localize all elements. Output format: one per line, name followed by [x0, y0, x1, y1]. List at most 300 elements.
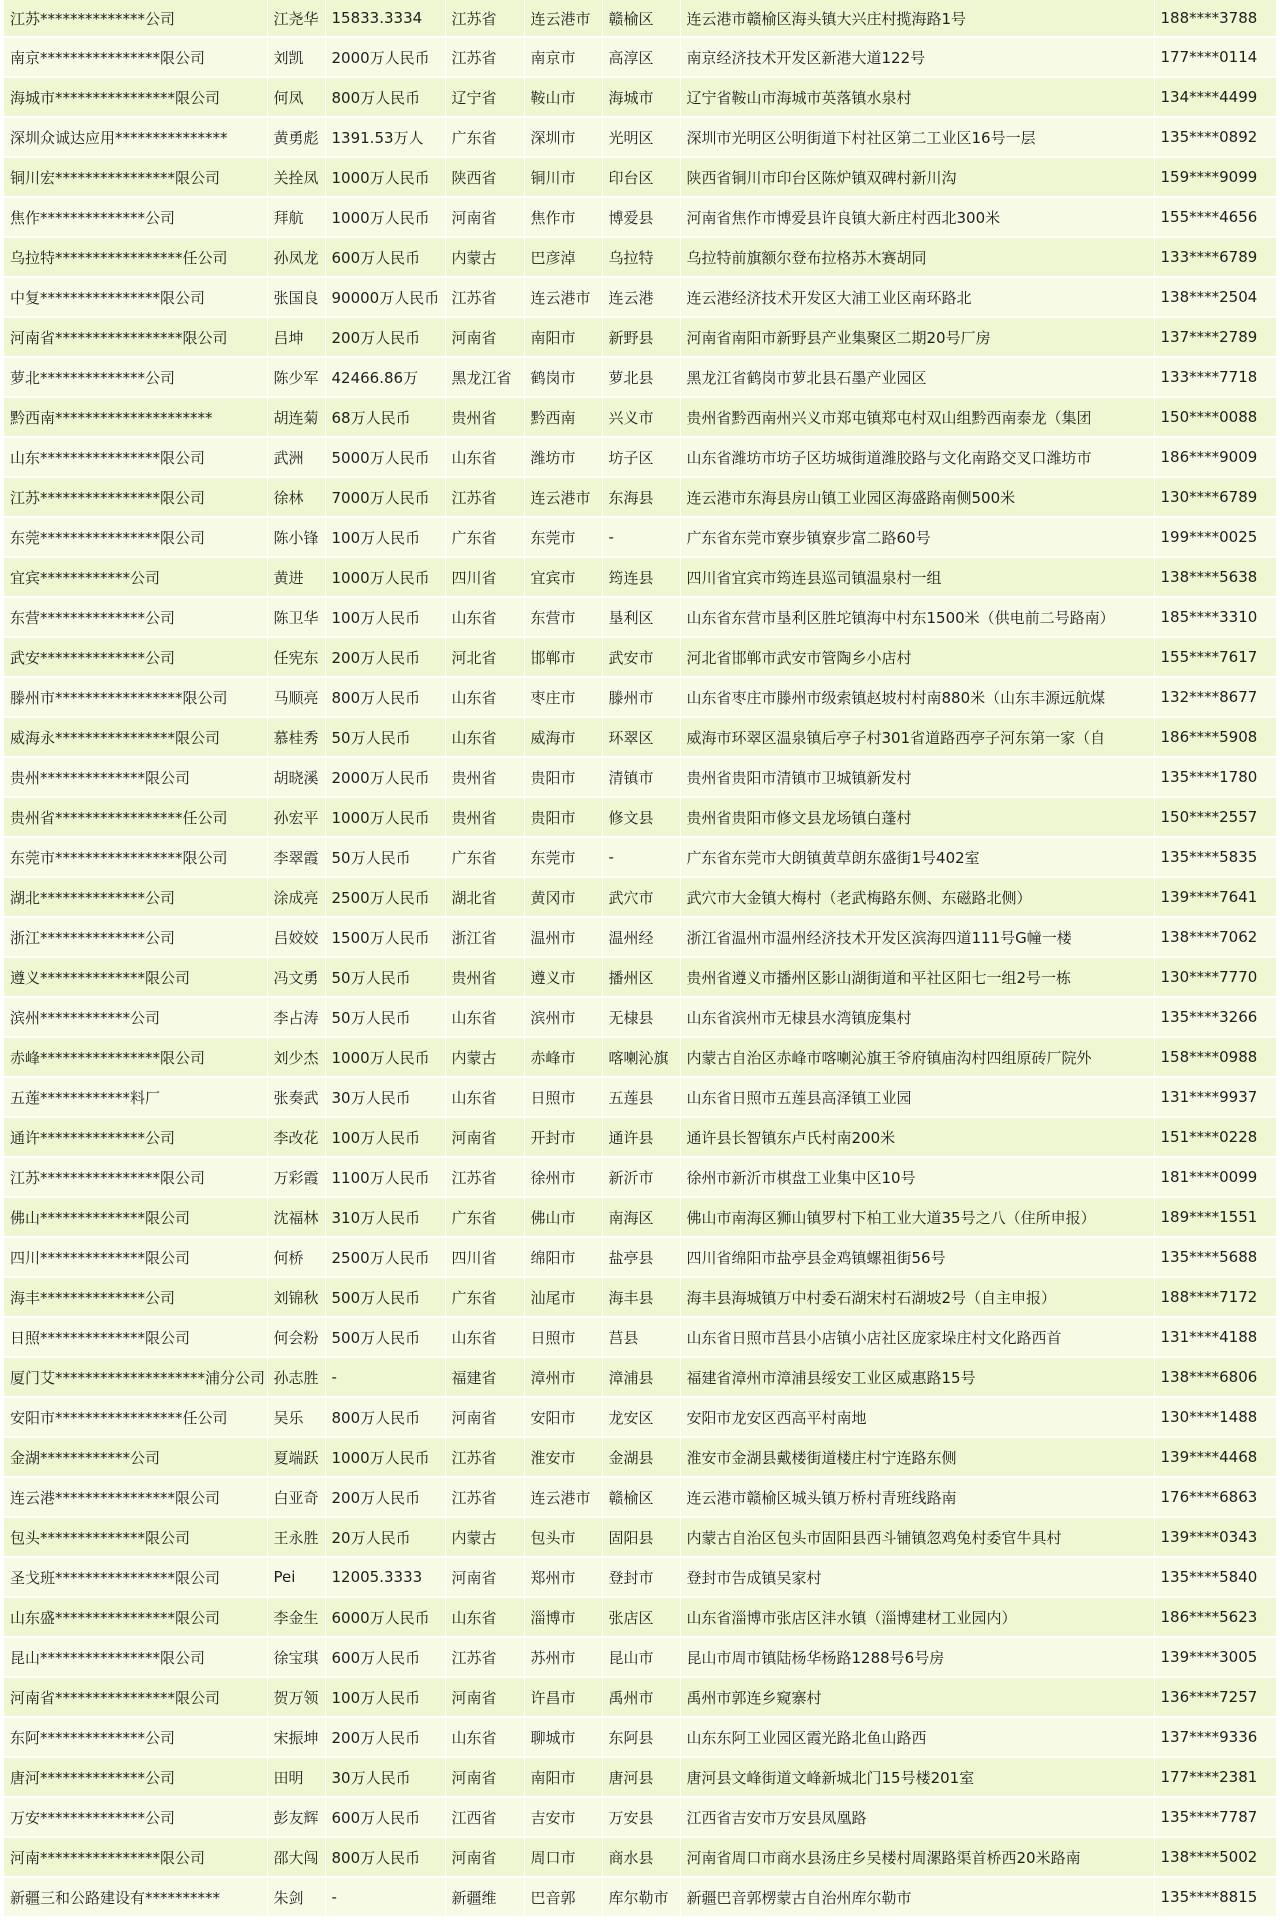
- table-row: [4, 1557, 1276, 1597]
- address-cell: 内蒙古自治区包头市固阳县西斗铺镇忽鸡兔村委官牛具村: [680, 1517, 1154, 1557]
- contact-name-cell: 涂成亮: [267, 877, 325, 917]
- phone-cell: 188****3788: [1154, 0, 1276, 37]
- table-row: [4, 1597, 1276, 1637]
- phone-cell: 139****0343: [1154, 1517, 1276, 1557]
- contact-name-cell: 朱剑: [267, 1877, 325, 1917]
- phone-cell: 189****1551: [1154, 1197, 1276, 1237]
- city-cell: 巴音郭: [524, 1877, 602, 1917]
- province-cell: 河南省: [445, 1397, 524, 1437]
- city-cell: 滨州市: [524, 997, 602, 1037]
- table-row: [4, 1837, 1276, 1877]
- contact-name-cell: 夏端跃: [267, 1437, 325, 1477]
- company-name-cell: 山东盛****************限公司: [4, 1597, 267, 1637]
- table-row: [4, 1117, 1276, 1157]
- registered-capital-cell: 500万人民币: [325, 1277, 445, 1317]
- table-row: [4, 1077, 1276, 1117]
- registered-capital-cell: 200万人民币: [325, 1477, 445, 1517]
- contact-name-cell: 马顺亮: [267, 677, 325, 717]
- district-cell: 商水县: [602, 1837, 680, 1877]
- phone-cell: 138****5638: [1154, 557, 1276, 597]
- city-cell: 巴彦淖: [524, 237, 602, 277]
- contact-name-cell: 胡晓溪: [267, 757, 325, 797]
- table-row: [4, 797, 1276, 837]
- address-cell: 新疆巴音郭楞蒙古自治州库尔勒市: [680, 1877, 1154, 1917]
- company-name-cell: 黔西南*********************: [4, 397, 267, 437]
- company-name-cell: 贵州**************限公司: [4, 757, 267, 797]
- phone-cell: 138****7062: [1154, 917, 1276, 957]
- table-row: [4, 1757, 1276, 1797]
- province-cell: 贵州省: [445, 957, 524, 997]
- table-row: [4, 997, 1276, 1037]
- company-name-cell: 东莞市*****************限公司: [4, 837, 267, 877]
- city-cell: 聊城市: [524, 1717, 602, 1757]
- province-cell: 山东省: [445, 1717, 524, 1757]
- company-name-cell: 江苏****************限公司: [4, 1157, 267, 1197]
- district-cell: 武安市: [602, 637, 680, 677]
- city-cell: 连云港市: [524, 0, 602, 37]
- phone-cell: 139****4468: [1154, 1437, 1276, 1477]
- phone-cell: 134****4499: [1154, 77, 1276, 117]
- phone-cell: 133****6789: [1154, 237, 1276, 277]
- registered-capital-cell: 600万人民币: [325, 237, 445, 277]
- address-cell: 山东东阿工业园区霞光路北鱼山路西: [680, 1717, 1154, 1757]
- phone-cell: 135****7787: [1154, 1797, 1276, 1837]
- registered-capital-cell: 7000万人民币: [325, 477, 445, 517]
- address-cell: 山东省滨州市无棣县水湾镇庞集村: [680, 997, 1154, 1037]
- contact-name-cell: 李改花: [267, 1117, 325, 1157]
- city-cell: 漳州市: [524, 1357, 602, 1397]
- address-cell: 山东省日照市五莲县高泽镇工业园: [680, 1077, 1154, 1117]
- registered-capital-cell: 2000万人民币: [325, 37, 445, 77]
- phone-cell: 177****0114: [1154, 37, 1276, 77]
- table-row: [4, 597, 1276, 637]
- contact-name-cell: 张奏武: [267, 1077, 325, 1117]
- city-cell: 佛山市: [524, 1197, 602, 1237]
- contact-name-cell: 宋振坤: [267, 1717, 325, 1757]
- address-cell: 山东省东营市垦利区胜坨镇海中村东1500米（供电前二号路南）: [680, 597, 1154, 637]
- city-cell: 淄博市: [524, 1597, 602, 1637]
- registered-capital-cell: 1500万人民币: [325, 917, 445, 957]
- address-cell: 内蒙古自治区赤峰市喀喇沁旗王爷府镇庙沟村四组原砖厂院外: [680, 1037, 1154, 1077]
- phone-cell: 138****5002: [1154, 1837, 1276, 1877]
- company-name-cell: 佛山**************限公司: [4, 1197, 267, 1237]
- phone-cell: 135****5840: [1154, 1557, 1276, 1597]
- phone-cell: 137****9336: [1154, 1717, 1276, 1757]
- district-cell: 登封市: [602, 1557, 680, 1597]
- province-cell: 广东省: [445, 517, 524, 557]
- address-cell: 安阳市龙安区西高平村南地: [680, 1397, 1154, 1437]
- company-table: [4, 0, 1276, 1918]
- registered-capital-cell: 42466.86万: [325, 357, 445, 397]
- province-cell: 广东省: [445, 1277, 524, 1317]
- district-cell: 赣榆区: [602, 1477, 680, 1517]
- province-cell: 内蒙古: [445, 237, 524, 277]
- district-cell: 光明区: [602, 117, 680, 157]
- contact-name-cell: 何会粉: [267, 1317, 325, 1357]
- address-cell: 浙江省温州市温州经济技术开发区滨海四道111号G幢一楼: [680, 917, 1154, 957]
- registered-capital-cell: 2000万人民币: [325, 757, 445, 797]
- contact-name-cell: 吕姣姣: [267, 917, 325, 957]
- province-cell: 四川省: [445, 1237, 524, 1277]
- contact-name-cell: 何凤: [267, 77, 325, 117]
- company-name-cell: 东阿**************公司: [4, 1717, 267, 1757]
- district-cell: 乌拉特: [602, 237, 680, 277]
- company-name-cell: 武安**************公司: [4, 637, 267, 677]
- contact-name-cell: 沈福林: [267, 1197, 325, 1237]
- district-cell: 五莲县: [602, 1077, 680, 1117]
- phone-cell: 139****7641: [1154, 877, 1276, 917]
- city-cell: 周口市: [524, 1837, 602, 1877]
- address-cell: 山东省潍坊市坊子区坊城街道潍胶路与文化南路交叉口潍坊市: [680, 437, 1154, 477]
- city-cell: 焦作市: [524, 197, 602, 237]
- phone-cell: 135****8815: [1154, 1877, 1276, 1917]
- table-row: [4, 1357, 1276, 1397]
- address-cell: 南京经济技术开发区新港大道122号: [680, 37, 1154, 77]
- registered-capital-cell: 100万人民币: [325, 517, 445, 557]
- company-name-cell: 滕州市*****************限公司: [4, 677, 267, 717]
- phone-cell: 155****7617: [1154, 637, 1276, 677]
- province-cell: 辽宁省: [445, 77, 524, 117]
- company-name-cell: 厦门艾********************浦分公司: [4, 1357, 267, 1397]
- province-cell: 江苏省: [445, 277, 524, 317]
- table-row: [4, 1317, 1276, 1357]
- company-name-cell: 铜川宏****************限公司: [4, 157, 267, 197]
- address-cell: 广东省东莞市寮步镇寮步富二路60号: [680, 517, 1154, 557]
- table-row: [4, 277, 1276, 317]
- province-cell: 贵州省: [445, 397, 524, 437]
- city-cell: 南阳市: [524, 317, 602, 357]
- table-row: [4, 637, 1276, 677]
- company-name-cell: 万安**************公司: [4, 1797, 267, 1837]
- registered-capital-cell: 1000万人民币: [325, 197, 445, 237]
- phone-cell: 130****7770: [1154, 957, 1276, 997]
- phone-cell: 188****7172: [1154, 1277, 1276, 1317]
- table-row: [4, 77, 1276, 117]
- city-cell: 淮安市: [524, 1437, 602, 1477]
- contact-name-cell: 王永胜: [267, 1517, 325, 1557]
- company-name-cell: 中复****************限公司: [4, 277, 267, 317]
- province-cell: 广东省: [445, 1197, 524, 1237]
- city-cell: 鞍山市: [524, 77, 602, 117]
- contact-name-cell: 胡连菊: [267, 397, 325, 437]
- address-cell: 广东省东莞市大朗镇黄草朗东盛街1号402室: [680, 837, 1154, 877]
- phone-cell: 151****0228: [1154, 1117, 1276, 1157]
- registered-capital-cell: 2500万人民币: [325, 877, 445, 917]
- company-name-cell: 海城市****************限公司: [4, 77, 267, 117]
- company-name-cell: 五莲************料厂: [4, 1077, 267, 1117]
- province-cell: 江苏省: [445, 1157, 524, 1197]
- phone-cell: 176****6863: [1154, 1477, 1276, 1517]
- registered-capital-cell: 800万人民币: [325, 677, 445, 717]
- address-cell: 徐州市新沂市棋盘工业集中区10号: [680, 1157, 1154, 1197]
- company-name-cell: 江苏**************公司: [4, 0, 267, 37]
- registered-capital-cell: 800万人民币: [325, 1837, 445, 1877]
- district-cell: 武穴市: [602, 877, 680, 917]
- contact-name-cell: 拜航: [267, 197, 325, 237]
- province-cell: 山东省: [445, 677, 524, 717]
- province-cell: 河南省: [445, 317, 524, 357]
- table-row: [4, 917, 1276, 957]
- table-row: [4, 757, 1276, 797]
- contact-name-cell: 徐宝琪: [267, 1637, 325, 1677]
- address-cell: 昆山市周市镇陆杨华杨路1288号6号房: [680, 1637, 1154, 1677]
- city-cell: 威海市: [524, 717, 602, 757]
- city-cell: 许昌市: [524, 1677, 602, 1717]
- table-row: [4, 1397, 1276, 1437]
- phone-cell: 155****4656: [1154, 197, 1276, 237]
- province-cell: 黑龙江省: [445, 357, 524, 397]
- district-cell: 赣榆区: [602, 0, 680, 37]
- phone-cell: 135****5688: [1154, 1237, 1276, 1277]
- company-name-cell: 焦作**************公司: [4, 197, 267, 237]
- contact-name-cell: 李翠霞: [267, 837, 325, 877]
- company-name-cell: 海丰**************公司: [4, 1277, 267, 1317]
- contact-name-cell: 慕桂秀: [267, 717, 325, 757]
- district-cell: 东阿县: [602, 1717, 680, 1757]
- city-cell: 邯郸市: [524, 637, 602, 677]
- contact-name-cell: 田明: [267, 1757, 325, 1797]
- district-cell: 海城市: [602, 77, 680, 117]
- province-cell: 山东省: [445, 717, 524, 757]
- contact-name-cell: 孙志胜: [267, 1357, 325, 1397]
- company-name-cell: 深圳众诚达应用***************: [4, 117, 267, 157]
- address-cell: 唐河县文峰街道文峰新城北门15号楼201室: [680, 1757, 1154, 1797]
- table-row: [4, 1517, 1276, 1557]
- contact-name-cell: 何桥: [267, 1237, 325, 1277]
- table-row: [4, 1877, 1276, 1917]
- city-cell: 鹤岗市: [524, 357, 602, 397]
- address-cell: 河南省焦作市博爱县许良镇大新庄村西北300米: [680, 197, 1154, 237]
- phone-cell: 135****1780: [1154, 757, 1276, 797]
- district-cell: 博爱县: [602, 197, 680, 237]
- table-row: [4, 1037, 1276, 1077]
- district-cell: 张店区: [602, 1597, 680, 1637]
- address-cell: 贵州省黔西南州兴义市郑屯镇郑屯村双山组黔西南泰龙（集团: [680, 397, 1154, 437]
- registered-capital-cell: 15833.3334: [325, 0, 445, 37]
- registered-capital-cell: 200万人民币: [325, 1717, 445, 1757]
- address-cell: 辽宁省鞍山市海城市英落镇水泉村: [680, 77, 1154, 117]
- company-name-cell: 东莞****************限公司: [4, 517, 267, 557]
- city-cell: 东莞市: [524, 517, 602, 557]
- phone-cell: 131****9937: [1154, 1077, 1276, 1117]
- registered-capital-cell: 500万人民币: [325, 1317, 445, 1357]
- table-row: [4, 1157, 1276, 1197]
- address-cell: 四川省宜宾市筠连县巡司镇温泉村一组: [680, 557, 1154, 597]
- phone-cell: 159****9099: [1154, 157, 1276, 197]
- phone-cell: 181****0099: [1154, 1157, 1276, 1197]
- city-cell: 温州市: [524, 917, 602, 957]
- district-cell: 清镇市: [602, 757, 680, 797]
- company-name-cell: 贵州省*****************任公司: [4, 797, 267, 837]
- contact-name-cell: 彭友辉: [267, 1797, 325, 1837]
- registered-capital-cell: 2500万人民币: [325, 1237, 445, 1277]
- city-cell: 枣庄市: [524, 677, 602, 717]
- city-cell: 贵阳市: [524, 757, 602, 797]
- registered-capital-cell: 12005.3333: [325, 1557, 445, 1597]
- province-cell: 江苏省: [445, 37, 524, 77]
- table-row: [4, 1677, 1276, 1717]
- company-name-cell: 唐河**************公司: [4, 1757, 267, 1797]
- registered-capital-cell: 50万人民币: [325, 717, 445, 757]
- address-cell: 登封市告成镇吴家村: [680, 1557, 1154, 1597]
- city-cell: 包头市: [524, 1517, 602, 1557]
- table-row: [4, 157, 1276, 197]
- district-cell: 无棣县: [602, 997, 680, 1037]
- contact-name-cell: 吴乐: [267, 1397, 325, 1437]
- contact-name-cell: 孙宏平: [267, 797, 325, 837]
- company-name-cell: 赤峰****************限公司: [4, 1037, 267, 1077]
- registered-capital-cell: 20万人民币: [325, 1517, 445, 1557]
- province-cell: 四川省: [445, 557, 524, 597]
- province-cell: 河南省: [445, 1117, 524, 1157]
- table-row: [4, 197, 1276, 237]
- address-cell: 深圳市光明区公明街道下村社区第二工业区16号一层: [680, 117, 1154, 157]
- registered-capital-cell: 30万人民币: [325, 1757, 445, 1797]
- company-name-cell: 浙江**************公司: [4, 917, 267, 957]
- district-cell: 昆山市: [602, 1637, 680, 1677]
- company-name-cell: 新疆三和公路建设有**********: [4, 1877, 267, 1917]
- province-cell: 山东省: [445, 1597, 524, 1637]
- phone-cell: 133****7718: [1154, 357, 1276, 397]
- company-name-cell: 安阳市*****************任公司: [4, 1397, 267, 1437]
- contact-name-cell: 冯文勇: [267, 957, 325, 997]
- registered-capital-cell: 50万人民币: [325, 957, 445, 997]
- contact-name-cell: 吕坤: [267, 317, 325, 357]
- table-row: [4, 237, 1276, 277]
- city-cell: 日照市: [524, 1077, 602, 1117]
- company-name-cell: 滨州************公司: [4, 997, 267, 1037]
- district-cell: 南海区: [602, 1197, 680, 1237]
- province-cell: 河南省: [445, 1757, 524, 1797]
- city-cell: 铜川市: [524, 157, 602, 197]
- phone-cell: 186****5908: [1154, 717, 1276, 757]
- contact-name-cell: 陈卫华: [267, 597, 325, 637]
- registered-capital-cell: 100万人民币: [325, 597, 445, 637]
- registered-capital-cell: 310万人民币: [325, 1197, 445, 1237]
- contact-name-cell: 黄勇彪: [267, 117, 325, 157]
- city-cell: 宜宾市: [524, 557, 602, 597]
- city-cell: 开封市: [524, 1117, 602, 1157]
- province-cell: 河南省: [445, 1557, 524, 1597]
- table-row: [4, 357, 1276, 397]
- address-cell: 武穴市大金镇大梅村（老武梅路东侧、东磁路北侧）: [680, 877, 1154, 917]
- district-cell: 库尔勒市: [602, 1877, 680, 1917]
- address-cell: 乌拉特前旗额尔登布拉格苏木赛胡同: [680, 237, 1154, 277]
- district-cell: 萝北县: [602, 357, 680, 397]
- province-cell: 江西省: [445, 1797, 524, 1837]
- address-cell: 河南省南阳市新野县产业集聚区二期20号厂房: [680, 317, 1154, 357]
- table-row: [4, 0, 1276, 37]
- province-cell: 河北省: [445, 637, 524, 677]
- contact-name-cell: 李金生: [267, 1597, 325, 1637]
- address-cell: 连云港市东海县房山镇工业园区海盛路南侧500米: [680, 477, 1154, 517]
- contact-name-cell: 邵大闯: [267, 1837, 325, 1877]
- company-name-cell: 威海永****************限公司: [4, 717, 267, 757]
- company-name-cell: 通许**************公司: [4, 1117, 267, 1157]
- province-cell: 河南省: [445, 197, 524, 237]
- contact-name-cell: 孙凤龙: [267, 237, 325, 277]
- address-cell: 海丰县海城镇万中村委石湖宋村石湖坡2号（自主申报）: [680, 1277, 1154, 1317]
- district-cell: 固阳县: [602, 1517, 680, 1557]
- district-cell: -: [602, 837, 680, 877]
- company-name-cell: 南京****************限公司: [4, 37, 267, 77]
- registered-capital-cell: 68万人民币: [325, 397, 445, 437]
- table-row: [4, 1437, 1276, 1477]
- province-cell: 广东省: [445, 117, 524, 157]
- table-row: [4, 1197, 1276, 1237]
- city-cell: 郑州市: [524, 1557, 602, 1597]
- address-cell: 河南省周口市商水县汤庄乡吴楼村周漯路渠首桥西20米路南: [680, 1837, 1154, 1877]
- phone-cell: 186****5623: [1154, 1597, 1276, 1637]
- province-cell: 山东省: [445, 437, 524, 477]
- phone-cell: 150****2557: [1154, 797, 1276, 837]
- province-cell: 江苏省: [445, 1637, 524, 1677]
- district-cell: 播州区: [602, 957, 680, 997]
- district-cell: 莒县: [602, 1317, 680, 1357]
- city-cell: 苏州市: [524, 1637, 602, 1677]
- province-cell: 新疆维: [445, 1877, 524, 1917]
- registered-capital-cell: 1100万人民币: [325, 1157, 445, 1197]
- contact-name-cell: 李占涛: [267, 997, 325, 1037]
- company-name-cell: 萝北**************公司: [4, 357, 267, 397]
- company-name-cell: 乌拉特*****************任公司: [4, 237, 267, 277]
- phone-cell: 137****2789: [1154, 317, 1276, 357]
- city-cell: 东莞市: [524, 837, 602, 877]
- address-cell: 贵州省遵义市播州区影山湖街道和平社区阳七一组2号一栋: [680, 957, 1154, 997]
- table-row: [4, 677, 1276, 717]
- contact-name-cell: 刘锦秋: [267, 1277, 325, 1317]
- city-cell: 徐州市: [524, 1157, 602, 1197]
- table-row: [4, 1237, 1276, 1277]
- registered-capital-cell: 90000万人民币: [325, 277, 445, 317]
- district-cell: 垦利区: [602, 597, 680, 637]
- registered-capital-cell: 6000万人民币: [325, 1597, 445, 1637]
- phone-cell: 158****0988: [1154, 1037, 1276, 1077]
- table-row: [4, 557, 1276, 597]
- registered-capital-cell: 200万人民币: [325, 637, 445, 677]
- district-cell: 漳浦县: [602, 1357, 680, 1397]
- city-cell: 赤峰市: [524, 1037, 602, 1077]
- company-name-cell: 江苏****************限公司: [4, 477, 267, 517]
- city-cell: 日照市: [524, 1317, 602, 1357]
- district-cell: 禹州市: [602, 1677, 680, 1717]
- district-cell: 筠连县: [602, 557, 680, 597]
- table-row: [4, 317, 1276, 357]
- company-name-cell: 遵义**************限公司: [4, 957, 267, 997]
- address-cell: 福建省漳州市漳浦县绥安工业区威惠路15号: [680, 1357, 1154, 1397]
- phone-cell: 131****4188: [1154, 1317, 1276, 1357]
- registered-capital-cell: -: [325, 1877, 445, 1917]
- province-cell: 内蒙古: [445, 1037, 524, 1077]
- address-cell: 淮安市金湖县戴楼街道楼庄村宁连路东侧: [680, 1437, 1154, 1477]
- district-cell: 唐河县: [602, 1757, 680, 1797]
- contact-name-cell: 任宪东: [267, 637, 325, 677]
- phone-cell: 199****0025: [1154, 517, 1276, 557]
- company-name-cell: 东营**************公司: [4, 597, 267, 637]
- table-row: [4, 37, 1276, 77]
- registered-capital-cell: 1000万人民币: [325, 1037, 445, 1077]
- contact-name-cell: 刘凯: [267, 37, 325, 77]
- registered-capital-cell: 1391.53万人: [325, 117, 445, 157]
- company-name-cell: 河南省*****************限公司: [4, 317, 267, 357]
- table-body: [4, 0, 1276, 1917]
- registered-capital-cell: 200万人民币: [325, 317, 445, 357]
- address-cell: 江西省吉安市万安县凤凰路: [680, 1797, 1154, 1837]
- province-cell: 山东省: [445, 1077, 524, 1117]
- address-cell: 黑龙江省鹤岗市萝北县石墨产业园区: [680, 357, 1154, 397]
- registered-capital-cell: 50万人民币: [325, 837, 445, 877]
- city-cell: 东营市: [524, 597, 602, 637]
